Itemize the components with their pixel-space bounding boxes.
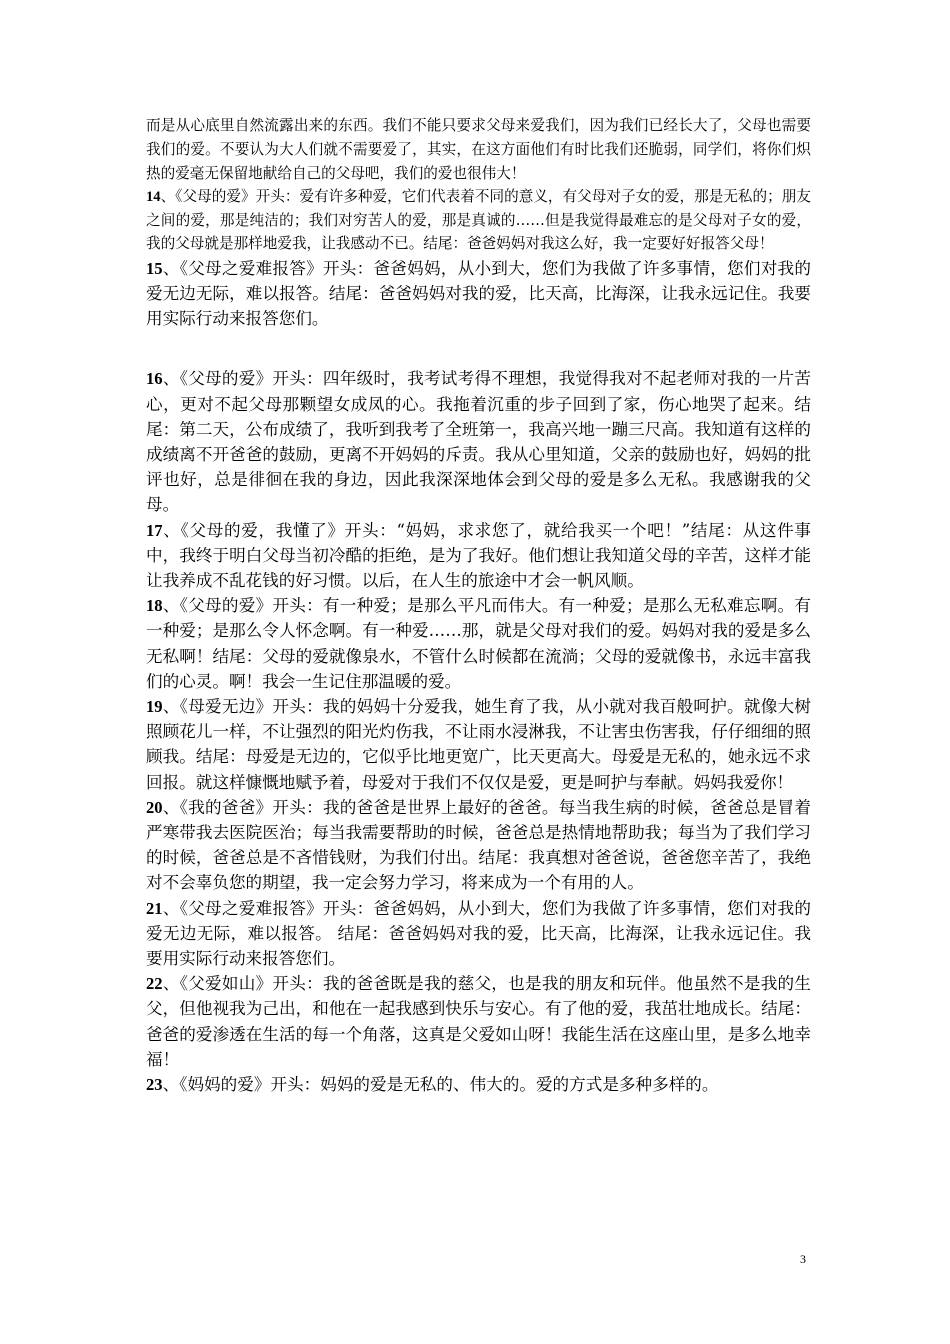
item-number: 18 bbox=[146, 596, 163, 616]
paragraph-text: 、《父爱如山》开头：我的爸爸既是我的慈父，也是我的朋友和玩伴。他虽然不是我的生父，但他视我为己出，和他在一起我感到快乐与安心。有了他的爱，我茁壮地成长。结尾：爸爸的爱渗透在生活的每一个角落，这真是父爱如山呀！我能生活在这座山里，是多么地幸福！ bbox=[146, 974, 811, 1069]
paragraph-20 bbox=[146, 795, 811, 896]
paragraph-text: 而是从心底里自然流露出来的东西。我们不能只要求父母来爱我们，因为我们已经长大了，父母也需要我们的爱。不要认为大人们就不需要爱了，其实，在这方面他们有时比我们还脆弱，同学们，将你们炽热的爱毫无保留地献给自己的父母吧，我们的爱也很伟大！ bbox=[146, 117, 811, 182]
paragraph-text: 、《父母的爱》开头：爱有许多种爱，它们代表着不同的意义，有父母对子女的爱，那是无私的；朋友之间的爱，那是纯洁的；我们对穷苦人的爱，那是真诚的……但是我觉得最难忘的是父母对子女的爱，我的父母就是那样地爱我，让我感动不已。结尾：爸爸妈妈对我这么好，我一定要好好报答父母！ bbox=[146, 187, 811, 253]
paragraph-text: 、《父母之爱难报答》开头：爸爸妈妈，从小到大，您们为我做了许多事情，您们对我的爱无边无际，难以报答。结尾：爸爸妈妈对我的爱，比天高，比海深，让我永远记住。我要用实际行动来报答您们。 bbox=[146, 258, 811, 329]
item-number: 19 bbox=[146, 697, 163, 717]
paragraph-text: 、《父母的爱，我懂了》开头：“妈妈，求求您了，就给我买一个吧！”结尾：从这件事中，我终于明白父母当初冷酷的拒绝，是为了我好。他们想让我知道父母的辛苦，这样才能让我养成不乱花钱的好习惯。以后，在人生的旅途中才会一帆风顺。 bbox=[146, 520, 811, 591]
paragraph-text: 、《母爱无边》开头：我的妈妈十分爱我，她生育了我，从小就对我百般呵护。就像大树照顾花儿一样，不让强烈的阳光灼伤我，不让雨水浸淋我，不让害虫伤害我，仔仔细细的照顾我。结尾：母爱是无边的，它似乎比地更宽广，比天更高大。母爱是无私的，她永远不求回报。就这样慷慨地赋予着，母爱对于我们不仅仅是爱，更是呵护与奉献。妈妈我爱你！ bbox=[146, 697, 811, 792]
paragraph-text: 、《妈妈的爱》开头：妈妈的爱是无私的、伟大的。爱的方式是多种多样的。 bbox=[162, 1075, 719, 1095]
blank-line bbox=[146, 331, 811, 366]
paragraph-22 bbox=[146, 971, 811, 1072]
paragraph-23 bbox=[146, 1072, 811, 1097]
paragraph-text: 、《父母之爱难报答》开头：爸爸妈妈，从小到大，您们为我做了许多事情，您们对我的爱无边无际，难以报答。 结尾：爸爸妈妈对我的爱，比天高，比海深，让我永远记住。我要用实际行动来报答您们。 bbox=[146, 898, 811, 969]
item-number: 22 bbox=[146, 974, 163, 994]
paragraph-18 bbox=[146, 593, 811, 694]
item-number: 16 bbox=[146, 369, 163, 389]
paragraph-continued bbox=[146, 114, 811, 185]
paragraph-text: 、《父母的爱》开头：四年级时，我考试考得不理想，我觉得我对不起老师对我的一片苦心，更对不起父母那颗望女成凤的心。我拖着沉重的步子回到了家，伤心地哭了起来。结尾：第二天，公布成绩了，我听到我考了全班第一，我高兴地一蹦三尺高。我知道有这样的成绩离不开爸爸的鼓励，更离不开妈妈的斥责。我从心里知道，父亲的鼓励也好，妈妈的批评也好，总是徘徊在我的身边，因此我深深地体会到父母的爱是多么无私。我感谢我的父母。 bbox=[146, 369, 811, 515]
document-body bbox=[146, 114, 811, 1097]
paragraph-15 bbox=[146, 256, 811, 332]
item-number: 14 bbox=[146, 188, 161, 205]
item-number: 23 bbox=[146, 1075, 163, 1095]
item-number: 20 bbox=[146, 797, 163, 817]
paragraph-text: 、《我的爸爸》开头：我的爸爸是世界上最好的爸爸。每当我生病的时候，爸爸总是冒着严寒带我去医院医治；每当我需要帮助的时候，爸爸总是热情地帮助我；每当为了我们学习的时候，爸爸总是不吝惜钱财，为我们付出。结尾：我真想对爸爸说，爸爸您辛苦了，我绝对不会辜负您的期望，我一定会努力学习，将来成为一个有用的人。 bbox=[146, 797, 811, 893]
paragraph-text: 、《父母的爱》开头：有一种爱；是那么平凡而伟大。有一种爱；是那么无私难忘啊。有一种爱；是那么令人怀念啊。有一种爱……那，就是父母对我们的爱。妈妈对我的爱是多么无私啊！结尾：父母的爱就像泉水，不管什么时候都在流淌；父母的爱就像书，永远丰富我们的心灵。啊！我会一生记住那温暖的爱。 bbox=[146, 596, 811, 691]
paragraph-16 bbox=[146, 366, 811, 517]
paragraph-17 bbox=[146, 518, 811, 594]
paragraph-14 bbox=[146, 185, 811, 256]
paragraph-21 bbox=[146, 896, 811, 972]
page-number: 3 bbox=[800, 1252, 806, 1266]
item-number: 17 bbox=[146, 520, 163, 540]
paragraph-19 bbox=[146, 694, 811, 795]
item-number: 21 bbox=[146, 898, 163, 918]
item-number: 15 bbox=[146, 258, 163, 278]
